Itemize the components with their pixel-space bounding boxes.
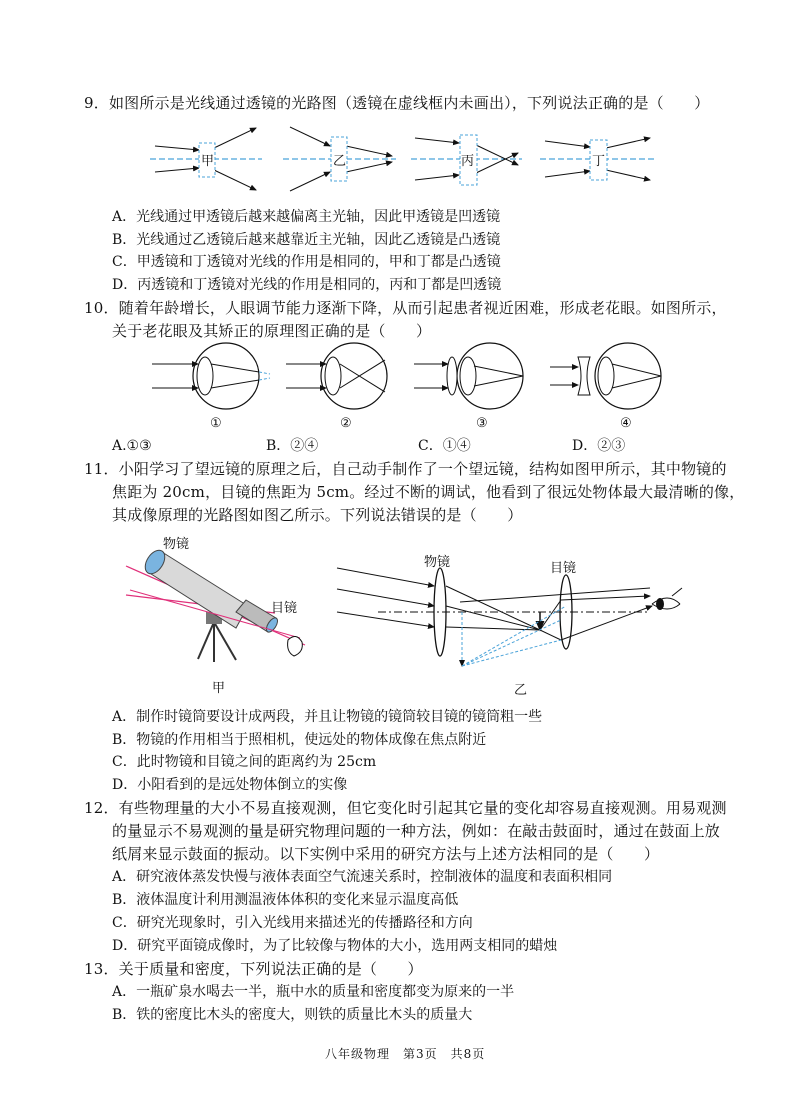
q9-label-jia: 甲 xyxy=(201,154,215,169)
q9-label-yi: 乙 xyxy=(333,154,347,169)
q11-stem-line2: 焦距为 20cm，目镜的焦距为 5cm。经过不断的调试，他看到了很远处物体最大最清晰的像， xyxy=(112,483,745,501)
q10-option-c: C．①④ xyxy=(418,438,471,454)
q13-stem: 13．关于质量和密度，下列说法正确的是（ ） xyxy=(84,960,423,978)
q9-label-ding: 丁 xyxy=(592,154,606,169)
q12-option-b: B．液体温度计利用测温液体体积的变化来显示温度高低 xyxy=(112,892,459,908)
q12-option-c: C．研究光现象时，引入光线用来描述光的传播路径和方向 xyxy=(112,915,473,931)
q11-fig-b-objective-label: 物镜 xyxy=(424,555,451,570)
q11-fig-a-caption: 甲 xyxy=(212,681,226,696)
q12-option-a: A．研究液体蒸发快慢与液体表面空气流速关系时，控制液体的温度和表面积相同 xyxy=(112,869,613,885)
q10-option-b: B．②④ xyxy=(266,438,319,454)
q12-stem-line3: 纸屑来显示鼓面的振动。以下实例中采用的研究方法与上述方法相同的是（ ） xyxy=(112,845,660,863)
q13-option-b: B．铁的密度比木头的密度大，则铁的质量比木头的质量大 xyxy=(112,1007,473,1023)
q13-option-a: A．一瓶矿泉水喝去一半，瓶中水的质量和密度都变为原来的一半 xyxy=(112,984,515,1000)
q11-fig-b-caption: 乙 xyxy=(514,683,528,698)
q10-stem-line1: 10．随着年龄增长，人眼调节能力逐渐下降，从而引起患者视近困难，形成老花眼。如图所示， xyxy=(84,299,727,317)
q11-option-c: C．此时物镜和目镜之间的距离约为 25cm xyxy=(112,754,377,770)
q11-fig-b-eyepiece-label: 目镜 xyxy=(550,561,577,576)
q11-fig-a-objective-label: 物镜 xyxy=(163,537,190,552)
q9-label-bing: 丙 xyxy=(461,154,475,169)
q10-fig-label-3: ③ xyxy=(476,416,488,431)
q12-stem-line1: 12．有些物理量的大小不易直接观测，但它变化时引起其它量的变化却容易直接观测。用易观测 xyxy=(84,799,727,817)
q9-stem: 9．如图所示是光线通过透镜的光路图（透镜在虚线框内未画出），下列说法正确的是（ ） xyxy=(84,94,710,112)
q11-option-d: D．小阳看到的是远处物体倒立的实像 xyxy=(112,777,348,793)
q12-option-d: D．研究平面镜成像时，为了比较像与物体的大小，选用两支相同的蜡烛 xyxy=(112,938,558,954)
q9-option-a: A．光线通过甲透镜后越来越偏离主光轴，因此甲透镜是凹透镜 xyxy=(112,209,501,225)
q10-fig-label-2: ② xyxy=(340,416,352,431)
q9-option-c: C．甲透镜和丁透镜对光线的作用是相同的，甲和丁都是凸透镜 xyxy=(112,254,501,270)
q12-stem-line2: 的量显示不易观测的量是研究物理问题的一种方法，例如：在敲击鼓面时，通过在鼓面上放 xyxy=(112,822,721,840)
q10-fig-label-4: ④ xyxy=(620,416,632,431)
q9-option-b: B．光线通过乙透镜后越来越靠近主光轴，因此乙透镜是凸透镜 xyxy=(112,232,501,248)
q10-stem-line2: 关于老花眼及其矫正的原理图正确的是（ ） xyxy=(112,322,432,340)
q11-stem-line1: 11．小阳学习了望远镜的原理之后，自己动手制作了一个望远镜，结构如图甲所示，其中物镜的 xyxy=(84,460,727,478)
q11-fig-a-eyepiece-label: 目镜 xyxy=(271,601,298,616)
q11-option-b: B．物镜的作用相当于照相机，使远处的物体成像在焦点附近 xyxy=(112,732,487,748)
q10-option-d: D．②③ xyxy=(572,438,626,454)
q11-option-a: A．制作时镜筒要设计成两段，并且让物镜的镜筒较目镜的镜筒粗一些 xyxy=(112,709,543,725)
page-footer: 八年级物理 第3页 共8页 xyxy=(325,1047,486,1061)
q10-option-a: A.①③ xyxy=(112,438,152,454)
q11-stem-line3: 其成像原理的光路图如图乙所示。下列说法错误的是（ ） xyxy=(112,506,523,524)
q9-option-d: D．丙透镜和丁透镜对光线的作用是相同的，丙和丁都是凹透镜 xyxy=(112,277,502,293)
q10-fig-label-1: ① xyxy=(210,416,222,431)
